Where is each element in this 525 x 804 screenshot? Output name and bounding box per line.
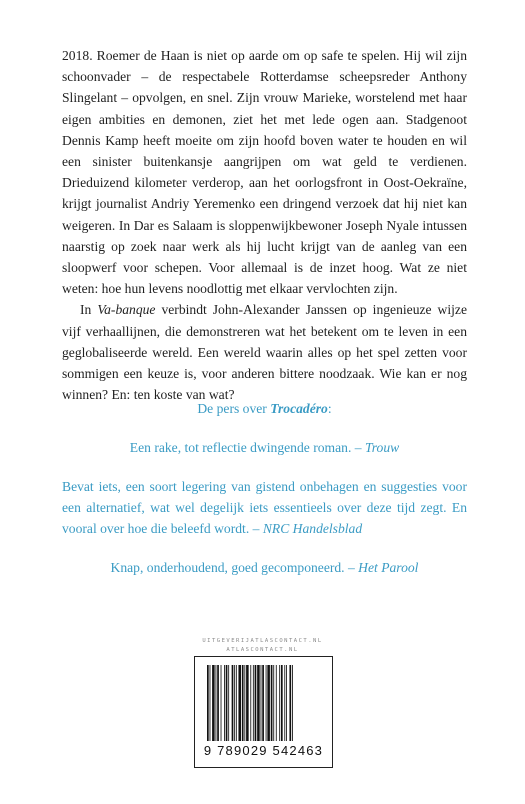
press-quotes	[62, 398, 467, 578]
barcode-bar	[286, 665, 287, 741]
synopsis-paragraph-2	[62, 299, 467, 405]
barcode-bar	[257, 665, 260, 741]
barcode-bar	[261, 665, 262, 741]
press-heading-suffix: :	[327, 401, 332, 416]
barcode-bar	[226, 665, 228, 741]
barcode-bar	[244, 665, 245, 741]
book-title: Va-banque	[97, 302, 156, 318]
barcode-bar	[267, 665, 270, 741]
barcode-bar	[232, 665, 234, 741]
publisher-url-1: UITGEVERIJATLASCONTACT.NL	[202, 638, 323, 644]
barcode-bar	[292, 665, 293, 741]
barcode-bar	[246, 665, 249, 741]
barcode-bar	[271, 665, 273, 741]
barcode-bar	[221, 665, 222, 741]
barcode-bar	[253, 665, 254, 741]
barcode-bar	[234, 665, 235, 741]
quote-source: Het Parool	[358, 560, 419, 575]
barcode-bar	[217, 665, 219, 741]
quote-text: Knap, onderhoudend, goed gecomponeerd.	[110, 560, 345, 575]
barcode-bar	[236, 665, 237, 741]
quote-dash: –	[344, 560, 359, 575]
barcode-bar	[228, 665, 229, 741]
barcode	[194, 656, 333, 768]
press-quote-trouw	[62, 437, 467, 458]
quote-dash: –	[249, 521, 263, 536]
synopsis-p2-lead: In	[80, 302, 98, 318]
synopsis	[62, 45, 467, 405]
barcode-bar	[281, 665, 283, 741]
synopsis-paragraph-1: 2018. Roemer de Haan is niet op aarde om op safe te spelen. Hij wil zijn schoonvader – de respectabele Rotterdamse scheepsreder Anthony Slingelant – opvolgen, en snel. Zijn vrouw Marieke, worstelend met haar eigen ambities en demonen, ziet het met lede ogen aan. Stadgenoot Dennis Kamp heeft moeite om zijn hoofd boven water te houden en wil een sinister buitenkansje aangrijpen om wat geld te verdienen. Drieduizend kilometer verderop, aan het oorlogsfront in Oost-Oekraïne, krijgt journalist Andriy Yeremenko een dringend verzoek dat hij niet kan weigeren. In Dar es Salaam is sloppenwijkbewoner Joseph Nyale intussen naarstig op zoek naar werk als hij lucht krijgt van de aanleg van een sloopwerf voor schepen. Voor allemaal is de inzet hoog. Wat ze niet weten: hoe hun levens noodlottig met elkaar vervlochten zijn.	[62, 48, 467, 297]
publisher-url-2: ATLASCONTACT.NL	[226, 647, 299, 653]
quote-text: Bevat iets, een soort legering van gistend onbehagen en suggesties voor een alternatief, wat wel degelijk iets essentieels over deze tijd zegt. En vooral over hoe die beleefd wordt.	[62, 479, 467, 536]
press-quote-nrc	[62, 476, 467, 539]
barcode-bar	[224, 665, 225, 741]
barcode-bar	[212, 665, 215, 741]
barcode-bar	[266, 665, 267, 741]
barcode-bar	[273, 665, 274, 741]
press-heading-prefix: De pers over	[197, 401, 271, 416]
previous-book-title: Trocadéro	[270, 401, 328, 416]
quote-source: NRC Handelsblad	[262, 521, 363, 536]
barcode-bar	[250, 665, 251, 741]
barcode-bar	[207, 665, 209, 741]
synopsis-p2-rest: verbindt John-Alexander Janssen op ingenieuze wijze vijf verhaallijnen, die demonstreren wat het betekent om te leven in een geglobaliseerde wereld. Een wereld waarin alles op het spel zetten voor sommigen een keuze is, voor anderen bittere noodzaak. Wie kan er nog winnen? En: ten koste van wat?	[62, 302, 467, 403]
barcode-bars	[207, 665, 320, 741]
isbn-number: 9 789029 542463	[203, 743, 324, 758]
barcode-bar	[262, 665, 264, 741]
barcode-bar	[242, 665, 244, 741]
quote-source: Trouw	[364, 440, 400, 455]
barcode-bar	[289, 665, 291, 741]
press-heading	[62, 398, 467, 419]
barcode-bar	[216, 665, 217, 741]
press-quote-parool	[62, 557, 467, 578]
barcode-bar	[238, 665, 241, 741]
quote-text: Een rake, tot reflectie dwingende roman.	[129, 440, 352, 455]
barcode-bar	[284, 665, 285, 741]
barcode-bar	[210, 665, 211, 741]
quote-dash: –	[351, 440, 365, 455]
barcode-bar	[279, 665, 280, 741]
barcode-bar	[276, 665, 277, 741]
barcode-bar	[255, 665, 257, 741]
publisher-urls	[0, 637, 525, 655]
